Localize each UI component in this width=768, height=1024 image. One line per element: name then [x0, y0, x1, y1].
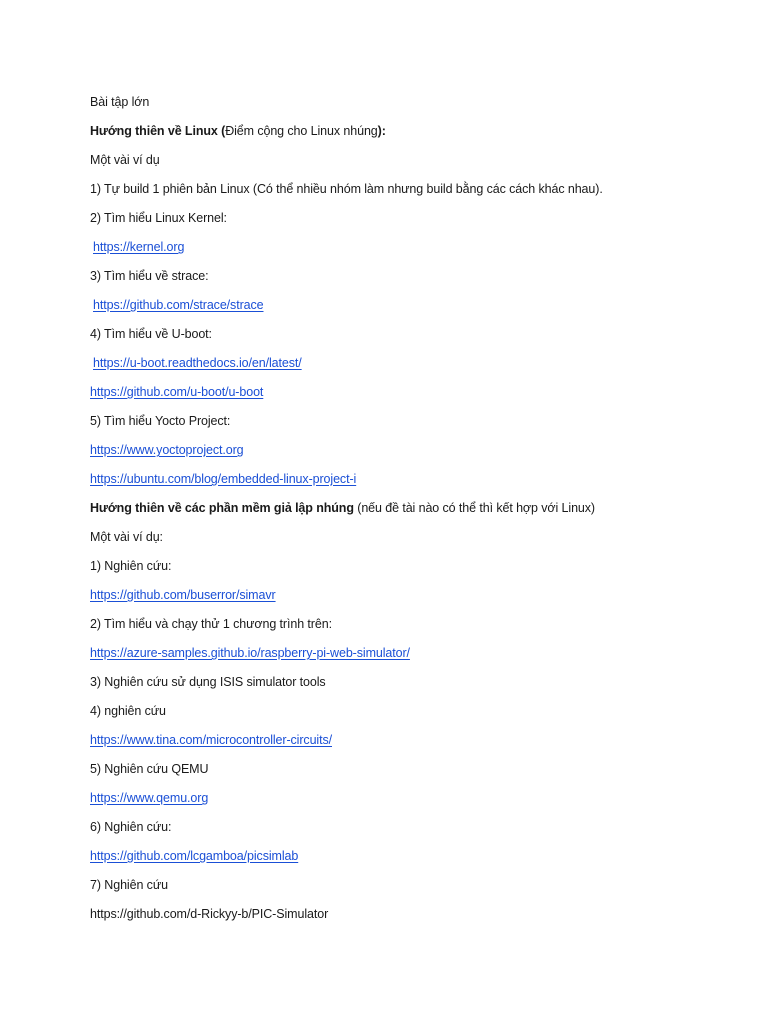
list-item: 2) Tìm hiểu và chạy thử 1 chương trình trên: — [90, 617, 332, 631]
list-item — [90, 470, 730, 499]
list-item: 4) nghiên cứu — [90, 704, 166, 718]
list-item: 1) Tự build 1 phiên bản Linux (Có thể nhiều nhóm làm nhưng build bằng các cách khác nhau). — [90, 182, 603, 196]
kernel-link[interactable]: https://kernel.org — [93, 240, 185, 254]
list-item — [90, 731, 730, 760]
list-item: 7) Nghiên cứu — [90, 878, 168, 892]
list-item: 2) Tìm hiểu Linux Kernel: — [90, 211, 227, 225]
list-item: 6) Nghiên cứu: — [90, 820, 172, 834]
list-item: 3) Tìm hiểu về strace: — [90, 269, 209, 283]
section1-intro: Một vài ví dụ — [90, 153, 160, 167]
section2-heading-bold: Hướng thiên về các phần mềm giả lập nhúng — [90, 501, 354, 515]
section1-heading — [90, 122, 730, 151]
section2-heading-normal: (nếu đề tài nào có thể thì kết hợp với Linux) — [353, 501, 595, 515]
list-item — [90, 296, 730, 325]
list-item — [90, 586, 730, 615]
section1-heading-bold: Hướng thiên về Linux ( — [90, 124, 226, 138]
strace-link[interactable]: https://github.com/strace/strace — [93, 298, 264, 312]
list-item: 3) Nghiên cứu sử dụng ISIS simulator tools — [90, 675, 326, 689]
list-item: 5) Tìm hiểu Yocto Project: — [90, 414, 231, 428]
tina-link[interactable]: https://www.tina.com/microcontroller-circuits/ — [90, 733, 332, 747]
list-item — [90, 789, 730, 818]
list-item — [90, 441, 730, 470]
list-item: 5) Nghiên cứu QEMU — [90, 762, 209, 776]
list-item — [90, 238, 730, 267]
document-title: Bài tập lớn — [90, 95, 150, 109]
qemu-link[interactable]: https://www.qemu.org — [90, 791, 209, 805]
list-item — [90, 847, 730, 876]
list-item: 1) Nghiên cứu: — [90, 559, 172, 573]
uboot-github-link[interactable]: https://github.com/u-boot/u-boot — [90, 385, 264, 399]
section1-heading-normal: Điểm cộng cho Linux nhúng — [225, 124, 378, 138]
document-body — [90, 93, 730, 934]
section1-heading-tail: ): — [377, 124, 386, 138]
uboot-docs-link[interactable]: https://u-boot.readthedocs.io/en/latest/ — [93, 356, 302, 370]
picsimlab-link[interactable]: https://github.com/lcgamboa/picsimlab — [90, 849, 299, 863]
ubuntu-blog-link[interactable]: https://ubuntu.com/blog/embedded-linux-project-i — [90, 472, 357, 486]
pic-simulator-url: https://github.com/d-Rickyy-b/PIC-Simulator — [90, 907, 329, 921]
list-item — [90, 354, 730, 383]
section2-intro: Một vài ví dụ: — [90, 530, 163, 544]
raspberry-simulator-link[interactable]: https://azure-samples.github.io/raspberry-pi-web-simulator/ — [90, 646, 410, 660]
yocto-link[interactable]: https://www.yoctoproject.org — [90, 443, 244, 457]
section2-heading — [90, 499, 730, 528]
list-item: 4) Tìm hiểu về U-boot: — [90, 327, 212, 341]
list-item — [90, 644, 730, 673]
list-item — [90, 905, 730, 934]
list-item — [90, 383, 730, 412]
simavr-link[interactable]: https://github.com/buserror/simavr — [90, 588, 276, 602]
